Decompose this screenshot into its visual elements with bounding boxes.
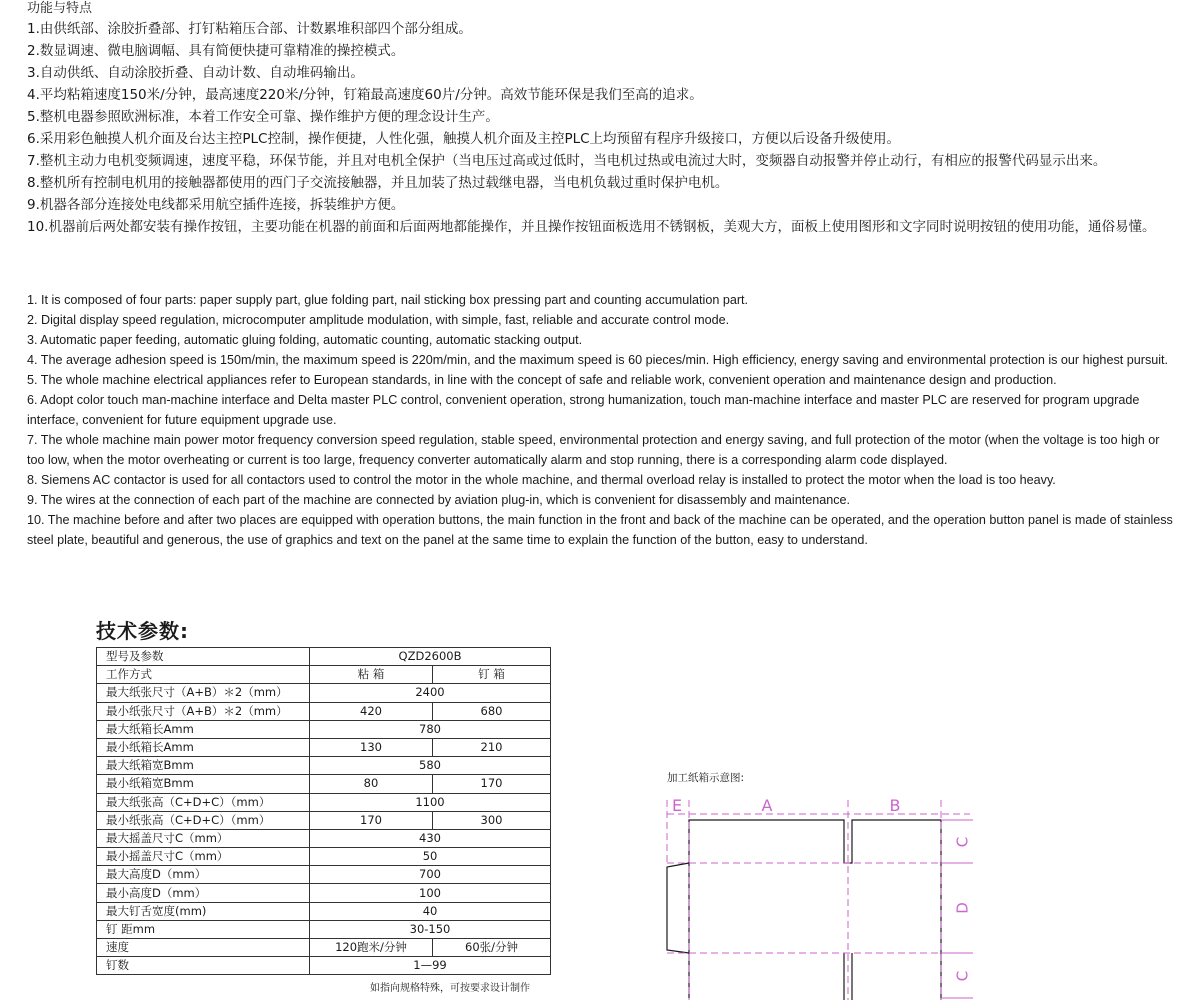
spec-value: 430	[310, 829, 551, 847]
spec-value: 100	[310, 884, 551, 902]
spec-row	[97, 775, 551, 793]
spec-row	[97, 848, 551, 866]
spec-heading: 技术参数:	[96, 619, 189, 643]
diagram-label: 加工纸箱示意图:	[667, 772, 745, 784]
spec-label: 速度	[97, 939, 310, 957]
features-cn-item: 6.采用彩色触摸人机介面及台达主控PLC控制，操作便捷，人性化强，触摸人机介面及主控PLC上均预留有程序升级接口，方便以后设备升级使用。	[27, 131, 901, 147]
spec-value-nail: 60张/分钟	[433, 939, 551, 957]
spec-row	[97, 829, 551, 847]
spec-label: 钉数	[97, 957, 310, 975]
features-cn-item: 1.由供纸部、涂胶折叠部、打钉粘箱压合部、计数累堆积部四个部分组成。	[27, 21, 472, 37]
spec-row	[97, 648, 551, 666]
features-en-item: 8. Siemens AC contactor is used for all contactors used to control the motor in the whole machine, and thermal overload relay is installed to protect the motor when the load is too heavy.	[27, 473, 1056, 487]
fold-lines	[667, 800, 970, 1000]
spec-value-glue: 130	[310, 738, 433, 756]
spec-label: 最小纸张尺寸（A+B）＊2（mm）	[97, 702, 310, 720]
spec-label: 最小摇盖尺寸C（mm）	[97, 848, 310, 866]
spec-row	[97, 939, 551, 957]
features-cn-item: 9.机器各部分连接处电线都采用航空插件连接，拆装维护方便。	[27, 197, 405, 213]
spec-value-glue: 120跑米/分钟	[310, 939, 433, 957]
spec-row	[97, 757, 551, 775]
box-diagram	[655, 790, 985, 1000]
features-en-item: 7. The whole machine main power motor frequency conversion speed regulation, stable speed, environmental protection and energy saving, and full protection of the motor (when the voltage is too high or too low, when the motor overheating or current is too large, frequency converter automatically alarm and stop running, there is a corresponding alarm code displayed.	[27, 433, 1160, 467]
spec-value-glue: 80	[310, 775, 433, 793]
features-cn-title: 功能与特点	[27, 1, 93, 16]
spec-label: 最大纸箱长Amm	[97, 720, 310, 738]
features-cn-item: 4.平均粘箱速度150米/分钟，最高速度220米/分钟，钉箱最高速度60片/分钟。高效节能环保是我们至高的追求。	[27, 87, 703, 103]
spec-label: 型号及参数	[97, 648, 310, 666]
spec-value: 1—99	[310, 957, 551, 975]
spec-label: 最大纸张尺寸（A+B）＊2（mm）	[97, 684, 310, 702]
letter-b: B	[889, 796, 901, 815]
features-en-item: 3. Automatic paper feeding, automatic gluing folding, automatic counting, automatic stacking output.	[27, 333, 583, 347]
spec-value: 40	[310, 902, 551, 920]
spec-row	[97, 720, 551, 738]
spec-value-nail: 钉 箱	[433, 666, 551, 684]
spec-note: 如指向规格特殊，可按要求设计制作	[370, 983, 530, 994]
spec-value-nail: 680	[433, 702, 551, 720]
spec-row	[97, 957, 551, 975]
spec-table-body	[97, 648, 551, 975]
spec-row	[97, 884, 551, 902]
spec-value-glue: 170	[310, 811, 433, 829]
spec-label: 最大摇盖尺寸C（mm）	[97, 829, 310, 847]
spec-row	[97, 866, 551, 884]
letter-e: E	[671, 796, 683, 815]
features-en-item: 6. Adopt color touch man-machine interface and Delta master PLC control, convenient operation, strong humanization, touch man-machine interface and master PLC are reserved for program upgrade interface, convenient for future equipment upgrade use.	[27, 393, 1140, 427]
spec-label: 钉 距mm	[97, 920, 310, 938]
spec-value-nail: 210	[433, 738, 551, 756]
spec-table	[96, 647, 551, 975]
spec-label: 最小纸箱宽Bmm	[97, 775, 310, 793]
spec-value: 1100	[310, 793, 551, 811]
spec-label: 最大高度D（mm）	[97, 866, 310, 884]
spec-value: QZD2600B	[310, 648, 551, 666]
features-en-item: 5. The whole machine electrical appliances refer to European standards, in line with the concept of safe and reliable work, convenient operation and maintenance design and production.	[27, 373, 1057, 387]
spec-value-glue: 420	[310, 702, 433, 720]
spec-label: 最大纸箱宽Bmm	[97, 757, 310, 775]
spec-label: 最小纸箱长Amm	[97, 738, 310, 756]
spec-value: 700	[310, 866, 551, 884]
spec-row	[97, 666, 551, 684]
spec-value: 780	[310, 720, 551, 738]
features-en-item: 4. The average adhesion speed is 150m/min, the maximum speed is 220m/min, and the maximum speed is 60 pieces/min. High efficiency, energy saving and environmental protection is our highest pursuit.	[27, 353, 1169, 367]
features-cn-item: 5.整机电器参照欧洲标准，本着工作安全可靠、操作维护方便的理念设计生产。	[27, 109, 499, 125]
spec-row	[97, 920, 551, 938]
spec-value: 580	[310, 757, 551, 775]
features-cn	[27, 0, 1177, 238]
spec-value-glue: 粘 箱	[310, 666, 433, 684]
spec-row	[97, 902, 551, 920]
spec-value: 50	[310, 848, 551, 866]
spec-label: 工作方式	[97, 666, 310, 684]
spec-row	[97, 702, 551, 720]
outline-glue-tab	[667, 863, 689, 953]
features-en-item: 2. Digital display speed regulation, microcomputer amplitude modulation, with simple, fast, reliable and accurate control mode.	[27, 313, 730, 327]
letter-c-top: C	[953, 836, 972, 848]
spec-row	[97, 684, 551, 702]
features-en-item: 10. The machine before and after two places are equipped with operation buttons, the main function in the front and back of the machine can be operated, and the operation button panel is made of stainless steel plate, beautiful and generous, the use of graphics and text on the panel at the same time to explain the function of the button, easy to understand.	[27, 513, 1173, 547]
spec-label: 最大纸张高（C+D+C）（mm）	[97, 793, 310, 811]
letter-a: A	[761, 796, 773, 815]
spec-label: 最小纸张高（C+D+C）（mm）	[97, 811, 310, 829]
spec-label: 最小高度D（mm）	[97, 884, 310, 902]
spec-value: 30-150	[310, 920, 551, 938]
features-en-item: 1. It is composed of four parts: paper supply part, glue folding part, nail sticking box pressing part and counting accumulation part.	[27, 293, 749, 307]
spec-label: 最大钉舌宽度(mm)	[97, 902, 310, 920]
spec-value: 2400	[310, 684, 551, 702]
spec-row	[97, 738, 551, 756]
features-en	[27, 290, 1177, 550]
features-cn-item: 7.整机主动力电机变频调速，速度平稳，环保节能，并且对电机全保护（当电压过高或过低时，当电机过热或电流过大时，变频器自动报警并停止动行，有相应的报警代码显示出来。	[27, 153, 1107, 169]
features-cn-item: 2.数显调速、微电脑调幅、具有简便快捷可靠精准的操控模式。	[27, 43, 405, 59]
spec-value-nail: 300	[433, 811, 551, 829]
features-cn-item: 3.自动供纸、自动涂胶折叠、自动计数、自动堆码输出。	[27, 65, 364, 81]
spec-value-nail: 170	[433, 775, 551, 793]
spec-row	[97, 811, 551, 829]
box-outline	[667, 820, 941, 1000]
features-en-item: 9. The wires at the connection of each part of the machine are connected by aviation plug-in, which is convenient for disassembly and maintenance.	[27, 493, 851, 507]
features-cn-item: 8.整机所有控制电机用的接触器都使用的西门子交流接触器，并且加装了热过载继电器，当电机负载过重时保护电机。	[27, 175, 729, 191]
features-cn-item: 10.机器前后两处都安装有操作按钮，主要功能在机器的前面和后面两地都能操作，并且操作按钮面板选用不锈钢板，美观大方，面板上使用图形和文字同时说明按钮的使用功能，通俗易懂。	[27, 219, 1156, 235]
letter-d: D	[953, 902, 972, 914]
letter-c-bottom: C	[953, 970, 972, 982]
spec-row	[97, 793, 551, 811]
outline-top	[689, 820, 941, 998]
